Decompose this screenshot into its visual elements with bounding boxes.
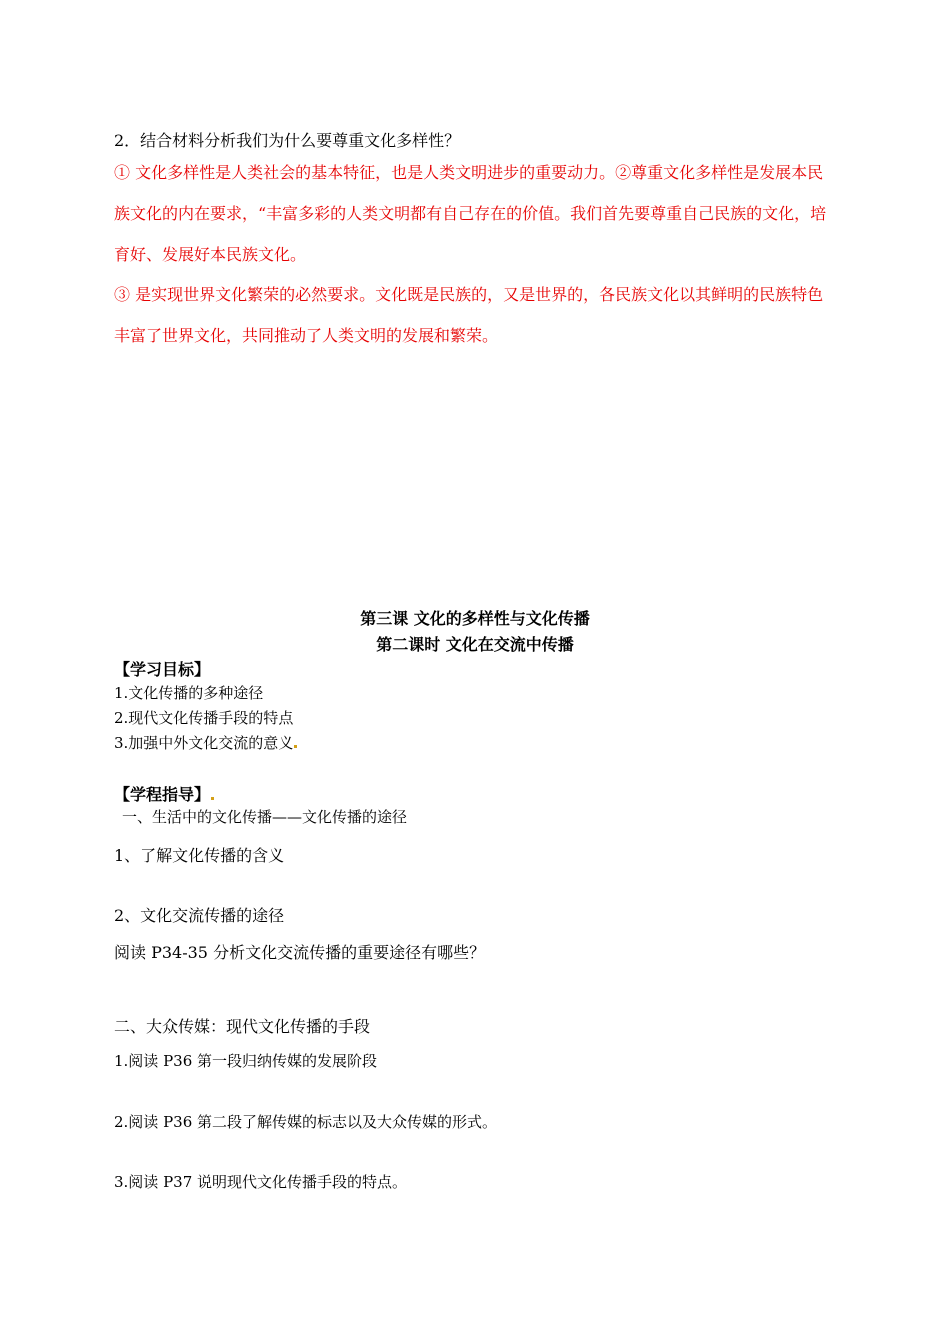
section-2-item: 1.阅读 P36 第一段归纳传媒的发展阶段 — [114, 1052, 378, 1070]
answer-paragraph-1: ① 文化多样性是人类社会的基本特征，也是人类文明进步的重要动力。②尊重文化多样性是发展本民族文化的内在要求，“丰富多彩的人类文明都有自己存在的价值。我们首先要尊重自己民族的文化，培育好、发展好本民族文化。 — [114, 163, 827, 264]
section-2-item: 2.阅读 P36 第二段了解传媒的标志以及大众传媒的形式。 — [114, 1113, 498, 1131]
guide-heading-text: 【学程指导】 — [114, 785, 211, 804]
objective-item-text: 3.加强中外文化交流的意义 — [114, 734, 294, 752]
section-1-title: 一、生活中的文化传播——文化传播的途径 — [122, 808, 408, 826]
section-2-item: 3.阅读 P37 说明现代文化传播手段的特点。 — [114, 1173, 408, 1191]
item-1: 1、了解文化传播的含义 — [114, 846, 285, 865]
guide-heading — [114, 782, 214, 805]
marker-dot — [211, 797, 214, 800]
lesson-title: 第三课 文化的多样性与文化传播 — [360, 609, 590, 628]
objective-item: 2.现代文化传播手段的特点 — [114, 709, 294, 727]
section-2-title: 二、大众传媒：现代文化传播的手段 — [114, 1017, 371, 1036]
objectives-heading: 【学习目标】 — [114, 660, 211, 679]
objective-item — [114, 732, 297, 753]
marker-dot — [294, 745, 297, 748]
question-2: 2．结合材料分析我们为什么要尊重文化多样性？ — [114, 131, 461, 150]
item-2-prompt: 阅读 P34-35 分析文化交流传播的重要途径有哪些？ — [114, 943, 486, 962]
lesson-subtitle: 第二课时 文化在交流中传播 — [376, 635, 574, 654]
objective-item: 1.文化传播的多种途径 — [114, 684, 264, 702]
item-2: 2、文化交流传播的途径 — [114, 906, 285, 925]
answer-paragraph-2: ③ 是实现世界文化繁荣的必然要求。文化既是民族的，又是世界的，各民族文化以其鲜明的民族特色丰富了世界文化，共同推动了人类文明的发展和繁荣。 — [114, 285, 824, 345]
